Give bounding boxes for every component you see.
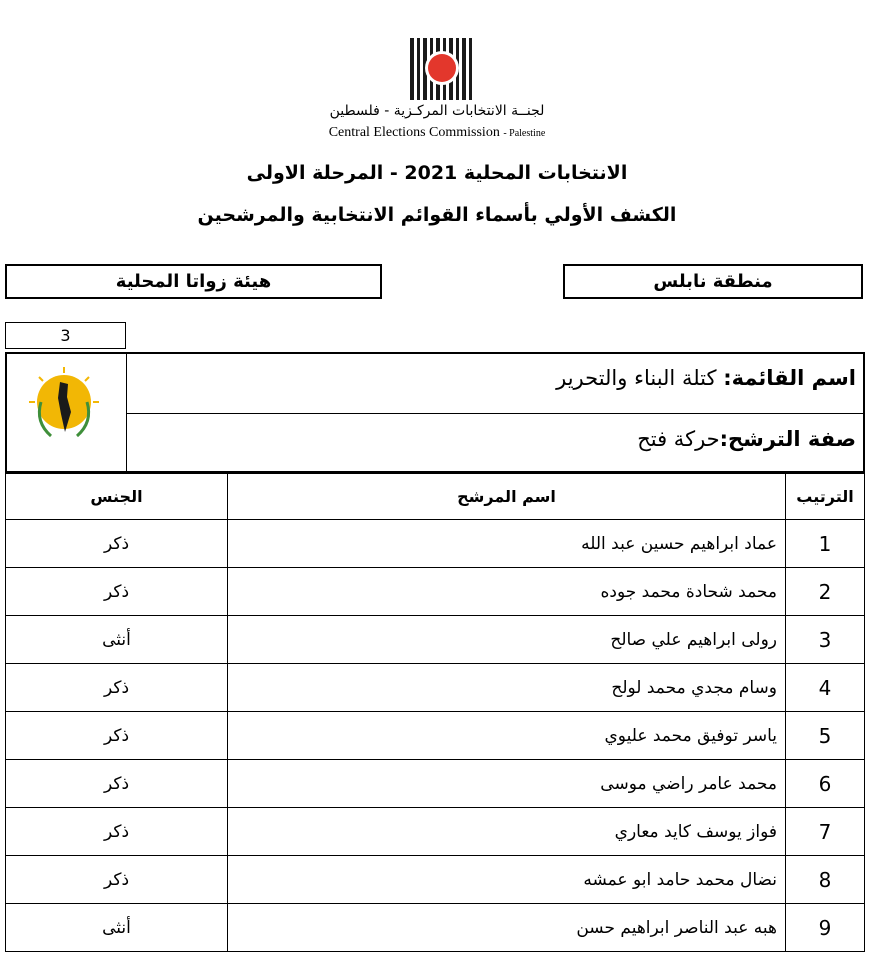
gender-cell: ذكر bbox=[6, 808, 228, 856]
table-row bbox=[6, 568, 865, 616]
rank-cell: 2 bbox=[786, 568, 865, 616]
gender-cell: ذكر bbox=[6, 520, 228, 568]
nomination-value: حركة فتح bbox=[637, 427, 720, 451]
table-row bbox=[6, 808, 865, 856]
gender-cell: ذكر bbox=[6, 712, 228, 760]
region-box: منطقة نابلس bbox=[563, 264, 863, 299]
nomination-label: صفة الترشح: bbox=[719, 427, 856, 451]
rank-cell: 5 bbox=[786, 712, 865, 760]
list-emblem-cell bbox=[5, 352, 127, 473]
rank-cell: 7 bbox=[786, 808, 865, 856]
rank-cell: 9 bbox=[786, 904, 865, 952]
candidate-name-cell: وسام مجدي محمد لولح bbox=[228, 664, 786, 712]
gender-cell: ذكر bbox=[6, 856, 228, 904]
rank-cell: 4 bbox=[786, 664, 865, 712]
table-row bbox=[6, 760, 865, 808]
candidate-name-cell: هبه عبد الناصر ابراهيم حسن bbox=[228, 904, 786, 952]
name-header: اسم المرشح bbox=[228, 474, 786, 520]
list-name-line bbox=[556, 366, 856, 390]
local-body-box: هيئة زواتا المحلية bbox=[5, 264, 382, 299]
rank-cell: 8 bbox=[786, 856, 865, 904]
cec-english-name: Central Elections Commission - Palestine bbox=[328, 125, 546, 140]
election-title: الانتخابات المحلية 2021 - المرحلة الاولى bbox=[246, 162, 628, 184]
rank-cell: 3 bbox=[786, 616, 865, 664]
cec-arabic-name: لجنــة الانتخابات المركـزية - فلسطين bbox=[329, 103, 545, 119]
rank-cell: 1 bbox=[786, 520, 865, 568]
candidate-name-cell: فواز يوسف كايد معاري bbox=[228, 808, 786, 856]
info-divider bbox=[127, 413, 865, 414]
list-emblem-icon bbox=[5, 352, 123, 469]
candidate-name-cell: محمد عامر راضي موسى bbox=[228, 760, 786, 808]
gender-cell: ذكر bbox=[6, 568, 228, 616]
candidate-name-cell: رولى ابراهيم علي صالح bbox=[228, 616, 786, 664]
table-row bbox=[6, 616, 865, 664]
rank-cell: 6 bbox=[786, 760, 865, 808]
gender-cell: أنثى bbox=[6, 904, 228, 952]
gender-cell: ذكر bbox=[6, 664, 228, 712]
table-header-row bbox=[6, 474, 865, 520]
list-name-label: اسم القائمة: bbox=[723, 366, 856, 390]
candidates-table bbox=[5, 473, 865, 952]
document-title: الكشف الأولي بأسماء القوائم الانتخابية والمرشحين bbox=[197, 204, 677, 226]
table-row bbox=[6, 664, 865, 712]
table-row bbox=[6, 520, 865, 568]
gender-cell: أنثى bbox=[6, 616, 228, 664]
table-row bbox=[6, 856, 865, 904]
candidate-name-cell: محمد شحادة محمد جوده bbox=[228, 568, 786, 616]
gender-cell: ذكر bbox=[6, 760, 228, 808]
table-row bbox=[6, 904, 865, 952]
list-number-box: 3 bbox=[5, 322, 126, 349]
table-row bbox=[6, 712, 865, 760]
candidate-name-cell: عماد ابراهيم حسين عبد الله bbox=[228, 520, 786, 568]
candidate-name-cell: ياسر توفيق محمد عليوي bbox=[228, 712, 786, 760]
candidate-name-cell: نضال محمد حامد ابو عمشه bbox=[228, 856, 786, 904]
cec-logo-icon bbox=[408, 38, 476, 100]
rank-header: الترتيب bbox=[786, 474, 865, 520]
gender-header: الجنس bbox=[6, 474, 228, 520]
nomination-line bbox=[637, 427, 856, 451]
list-name-value: كتلة البناء والتحرير bbox=[556, 366, 717, 390]
